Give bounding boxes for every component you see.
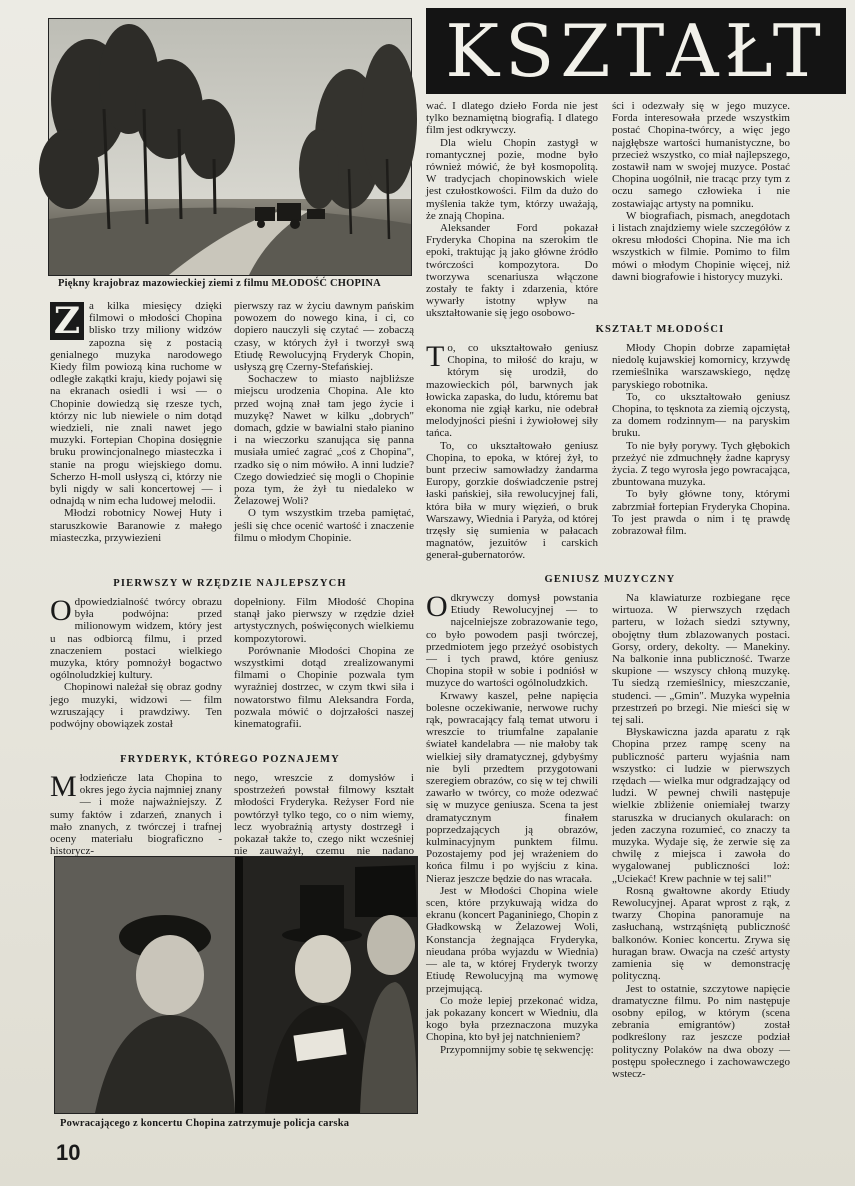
heading-geniusz: GENIUSZ MUZYCZNY	[544, 574, 676, 585]
geniusz-column-4	[612, 592, 790, 1130]
intro-column-2	[234, 300, 414, 562]
right-paragraph-3: Aleksander Ford pokazał Fryderyka Chopina na szerokim tle epoki, traktując ją jako główne źródło twórczości kompozytora. Do tworzywa scenariusza włączone zostały te fakty i zdarzenia, które wywarły istotny wpływ na ukształtowanie się jego osobowo-	[426, 222, 598, 320]
geniusz-paragraph-2: Krwawy kaszel, pełne napięcia bolesne oczekiwanie, nerwowe ruchy rąk, powracający falą temat utworu i wreszcie to triumfalne zapalanie świateł kandelabra — nie małoby tak wielkiej siły dramatycznej, gdybyśmy nie byli przedtem przygotowani szeregiem obrazów, co się w tej chwili zawarło w twórcy, co może odezwać się w muzyce geniusza. Scena ta jest dramatycznym finałem poprzedzających ją obrazów, kulminacyjnym punktem filmu. Pozostajemy pod jej wrażeniem do końca filmu i po wyjściu z kina. Nieraz jeszcze będzie do nas wracała.	[426, 689, 598, 885]
pierwszy-paragraph-3: dopełniony. Film Młodość Chopina stanął jako pierwszy w rzędzie dzieł artystycznych, poświęconych wielkiemu kompozytorowi.	[234, 596, 414, 645]
fryderyk-column-2	[234, 772, 414, 858]
page-number: 10	[56, 1140, 81, 1165]
police-caption: Powracającego z koncertu Chopina zatrzymuje policja carska	[60, 1118, 350, 1129]
pierwszy-column-1	[50, 596, 222, 746]
right-column-4-top	[612, 100, 790, 314]
fryderyk-paragraph-2: nego, wreszcie z domysłów i spostrzeżeń powstał filmowy kształt młodości Fryderyka. Reżyser Ford nie powtórzył tylko tego, co o nim wiemy, lecz wyobraźnią artysty dostrzegł i pokazał także to, czego nikt wcześniej nie zauważył, czemu nie nadano	[234, 772, 414, 858]
landscape-caption: Piękny krajobraz mazowieckiej ziemi z filmu MŁODOŚĆ CHOPINA	[58, 278, 381, 289]
geniusz-initial: O	[426, 590, 448, 623]
right-paragraph-5: W biografiach, pismach, anegdotach i listach znajdziemy wiele szczegółów z okresu młodości Chopina. Nie ma ich wszystkich w filmie. Pomimo to film mówi o młodym Chopinie więcej, niż dawni biografowie i historycy muzyki.	[612, 209, 790, 283]
mlodosc-paragraph-2: To, co ukształtowało geniusz Chopina, to epoka, w której żył, to bunt przeciw samowładzy żandarma Europy, gorzkie doświadczenie pstrej łaski pańskiej, siła rewolucyjnej fali, która biła w mury więzień, o bruk Warszawy, Wiednia i Paryża, od której trzęsły się sumienia w pałacach magnatów, jezuitów i carskich generał-gubernatorów.	[426, 439, 598, 562]
fryderyk-initial: M	[50, 770, 77, 803]
geniusz-paragraph-8: Rosną gwałtowne akordy Etiudy Rewolucyjnej. Aparat wprost z rąk, z twarzy Chopina panoramuje na zasłuchaną, wstrząśniętą publiczność balkonów. Koniec koncertu. Zrywa się huragan braw. Owacja na cześć artysty zamienia się w demonstrację polityczną.	[612, 884, 790, 983]
intro-paragraph-5: O tym wszystkim trzeba pamiętać, jeśli się chce ocenić wartość i znaczenie filmu o młodym Chopinie.	[234, 507, 414, 544]
intro-paragraph-2: Młodzi robotnicy Nowej Huty i staruszkowie Baranowie z małego miasteczka, przywiezieni	[50, 507, 222, 544]
geniusz-paragraph-4: Co może lepiej przekonać widza, jak pokazany koncert w Wiedniu, dla kogo była przeznaczona muzyka Chopina, kto był jej natchnieniem?	[426, 994, 598, 1044]
pierwszy-paragraph-1: dpowiedzialność twórcy obrazu była podwójna: przed milionowym widzem, który jest u nas odbiorcą filmu, i przed znaczeniem postaci wielkiego muzyka, który pomnożył bogactwo ogólnoludzkiej kultury.	[50, 596, 222, 682]
fryderyk-paragraph-1: łodzieńcze lata Chopina to okres jego życia najmniej znany — i może najważniejszy. Z sumy faktów i zdarzeń, znanych i mało znanych, z twórczej i trafnej oceny materiału biograficzno - historycz-	[50, 772, 222, 858]
right-column-3-top	[426, 100, 598, 320]
heading-pierwszy: PIERWSZY W RZĘDZIE NAJLEPSZYCH	[113, 578, 347, 589]
mlodosc-column-3	[426, 342, 598, 566]
pierwszy-initial: O	[50, 594, 72, 627]
mlodosc-paragraph-6: To były główne tony, którymi zabrzmiał fortepian Fryderyka Chopina. To jest prawda o nim i tę prawdę zobrazował film.	[612, 488, 790, 538]
police-scene-photo	[54, 856, 418, 1114]
title-banner	[426, 8, 846, 94]
mlodosc-paragraph-1: o, co ukształtowało geniusz Chopina, to miłość do kraju, w którym się urodził, do mazowieckich pól, barwnych jak łowicka zapaska, do ludu, któremu bat ekonoma nie zgiął karku, nie odebrał melodyjności pieśni i żywiołowej siły tańca.	[426, 342, 598, 440]
fryderyk-column-1	[50, 770, 222, 858]
geniusz-column-3	[426, 592, 598, 1130]
heading-ksztalt-mlodosci: KSZTAŁT MŁODOŚCI	[595, 324, 725, 335]
geniusz-paragraph-6: Na klawiaturze rozbiegane ręce wirtuoza. W pierwszych rzędach parteru, w lożach siedzi sztywny, obojętny tłum zblazowanych postaci. Gorsy, ordery, dekolty. — Manekiny. Na balkonie inna publiczność. Twarze skupione — wszyscy chłoną muzykę. Tu siedzą rzemieślnicy, mieszczanie, studenci. — „Gmin". Muzyka wypełnia przestrzeń po brzegi. Nie mieści się w tej sali.	[612, 592, 790, 727]
pierwszy-column-2	[234, 596, 414, 746]
right-paragraph-1: wać. I dlatego dzieło Forda nie jest tylko beznamiętną biografią. I dlatego film jest odkrywczy.	[426, 100, 598, 137]
right-paragraph-2: Dla wielu Chopin zastygł w romantycznej pozie, modne było również mówić, że był kosmopolitą. W tradycjach chopinowskich wiele jest czułostkowości. Film da dużo do myślenia także tym, którzy uważają, że znają Chopina.	[426, 136, 598, 222]
geniusz-paragraph-9: Jest to ostatnie, szczytowe napięcie dramatyczne filmu. Po nim następuje osobny epilog, w którym (scena zebrania emigrantów) został podkreślony raz jeszcze podział polityczny Polaków na dwa obozy — postępu społecznego i zachowawczego wstecz-	[612, 982, 790, 1080]
heading-fryderyk: FRYDERYK, KTÓREGO POZNAJEMY	[120, 754, 340, 765]
geniusz-paragraph-3: Jest w Młodości Chopina wiele scen, które przykuwają widza do ekranu (koncert Paganiniego, Chopin z Gładkowską w Żelazowej Woli, Konstancja żegnająca Fryderyka, nieudana próba wyjazdu w Wiednia) — ale ta, w której Fryderyk tworzy Etiudę Rewolucyjną ma wymowę przejmującą.	[426, 884, 598, 995]
intro-dropcap: Z	[50, 302, 84, 340]
geniusz-paragraph-7: Błyskawiczna jazda aparatu z rąk Chopina przez rampę sceny na publiczność parteru wyjaśnia nam wszystko: ci ludzie w pierwszych rzędach — wielka mur odgradzający od ludzi. W pewnej chwili następuje wielkie zbliżenie oniemiałej twarzy staruszka w drucianych okularach: on jeden zaczyna rozumieć, co znaczy ta muzyka. Wydaje się, że zerwie się za chwilę z miejsca i zawoła do wygalowanej publiczności loż: „Uciekać! Krew pachnie w tej sali!"	[612, 726, 790, 885]
mlodosc-paragraph-4: To, co ukształtowało geniusz Chopina, to tęsknota za ziemią ojczystą, za domem rodzinnym— na paryskim bruku.	[612, 390, 790, 440]
landscape-photo	[48, 18, 412, 276]
mlodosc-initial: T	[426, 340, 445, 373]
intro-column-1	[50, 300, 222, 562]
intro-paragraph-1: a kilka miesięcy dzięki filmowi o młodości Chopina blisko trzy miliony widzów zapozna się z postacią genialnego muzyka narodowego Kiedy film powiozą kina ruchome w odległe zakątki kraju, kiedy pojawi się na ekranach osiedli i wsi — o Chopinie dowiedzą się rzesze tych, którzy nic lub niewiele o nim dotąd wiedzieli, nie znali nawet jego muzyki. Fortepian Chopina dosięgnie bruku prowincjonalnego miasteczka i stanie na progu wiejskiego domu. Scherzo H-moll usłyszą ci, którzy nie byli nigdy w sali koncertowej — i odnajdą w nim echa ludowej melodii.	[50, 300, 222, 508]
mlodosc-paragraph-5: To nie były porywy. Tych głębokich przeżyć nie zdmuchnęły żadne kaprysy życia. Z tego wyrosła jego powracająca, zbuntowana muzyka.	[612, 439, 790, 489]
banner-title: KSZTAŁT	[445, 9, 827, 93]
intro-paragraph-4: Sochaczew to miasto najbliższe miejscu urodzenia Chopina. Ale kto przed wojną znał tam jego życie i muzykę? Nawet w kilku „dobrych" domach, gdzie w bawialni stało pianino i na wieczorku szanująca się panna musiała umieć zagrać „coś z Chopina", rzadko się o nim mówiło. A inni ludzie? Czego dowiedzieć się mogli o Chopinie poza tym, że żył tu niedaleko w Żelazowej Woli?	[234, 373, 414, 508]
mlodosc-paragraph-3: Młody Chopin dobrze zapamiętał niedolę kujawskiej komornicy, krzywdę rzemieślnika warszawskiego, nędzę paryskiego robotnika.	[612, 342, 790, 391]
geniusz-paragraph-5: Przypomnijmy sobie tę sekwencję:	[440, 1043, 594, 1056]
geniusz-paragraph-1: dkrywczy domysł powstania Etiudy Rewolucyjnej — to najcelniejsze zobrazowanie tego, co było powodem pasji twórczej, przedmiotem jego przeżyć osobistych — i tych prawd, które geniusz Chopina stopił w sobie i podniósł w muzyce do wartości ogólnoludzkich.	[426, 592, 598, 690]
right-paragraph-4: ści i odezwały się w jego muzyce. Forda interesowała przede wszystkim postać Chopina-twórcy, a więc jego najgłębsze wartości humanistyczne, bo przecież wszystko, co miał najlepszego, zostawił nam w swojej muzyce. Postać Chopina uogólnił, nie tracąc przy tym z oczu samego człowieka i nie zostawiając artysty na pomniku.	[612, 100, 790, 210]
pierwszy-paragraph-4: Porównanie Młodości Chopina ze wszystkimi dotąd zrealizowanymi filmami o Chopinie pozwala tym wyraźniej dostrzec, w czym tkwi siła i nowatorstwo filmu Aleksandra Forda, pozwala mówić o dojrzałości naszej kinematografii.	[234, 644, 414, 731]
pierwszy-paragraph-2: Chopinowi należał się obraz godny jego muzyki, widzowi — film wzruszający i prawdziwy. Ten podwójny obowiązek został	[50, 681, 222, 731]
mlodosc-column-4	[612, 342, 790, 566]
intro-paragraph-3: pierwszy raz w życiu dawnym pańskim powozem do nowego kina, i ci, co dopiero nauczyli się czytać — zobaczą czasy, w których żył i tworzył swą Etiudę Rewolucyjną Fryderyk Chopin, usłyszą grę Czerny-Stefańskiej.	[234, 300, 414, 374]
